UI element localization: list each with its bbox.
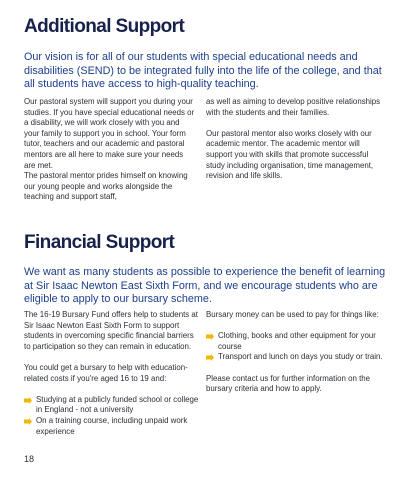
bursary-fund-paragraph: The 16-19 Bursary Fund offers help to students at Sir Isaac Newton East Sixth Form to support students in overcoming specific financial barriers to participation so they can remain in education. [24, 310, 198, 351]
additional-right-paragraph: Our pastoral mentor also works closely with our academic mentor. The academic mentor will support you with skills that promote successful study including organisation, time management, revision and life skills. [206, 128, 374, 181]
arrow-bullet-icon [24, 397, 32, 404]
financial-support-lead: We want as many students as possible to experience the benefit of learning at Sir Isaac Newton East Sixth Form, and we encourage students who are eligible to apply to our bursary scheme. [24, 266, 386, 306]
bursary-criteria-paragraph: You could get a bursary to help with education-related costs if you're aged 16 to 19 and: [24, 362, 188, 383]
list-item [206, 331, 386, 352]
financial-support-title: Financial Support [24, 232, 175, 253]
list-item [24, 416, 200, 437]
list-item [24, 395, 200, 416]
additional-right-column [206, 97, 382, 182]
list-item-text: Studying at a publicly funded school or college in England - not a university [36, 394, 199, 415]
arrow-bullet-icon [206, 354, 214, 361]
bursary-uses-intro: Bursary money can be used to pay for things like: [206, 310, 379, 319]
financial-right-column [206, 310, 386, 395]
list-item-text: Clothing, books and other equipment for your course [218, 331, 376, 351]
list-item-text: Transport and lunch on days you study or train. [218, 352, 383, 362]
additional-left-column [24, 97, 196, 203]
financial-left-column [24, 310, 200, 437]
list-item-text: On a training course, including unpaid work experience [36, 415, 188, 436]
list-item [206, 352, 386, 363]
additional-left-paragraph: Our pastoral system will support you during your studies. If you have special educational needs or a disability, we will work closely with you and your family to support you in school. Your form tutor, teachers and our academic and pastoral mentors are all here to make sure your needs are met. [24, 97, 195, 170]
additional-support-title: Additional Support [24, 16, 185, 37]
additional-support-lead: Our vision is for all of our students with special educational needs and disabilities (SEND) to be integrated fully into the life of the college, and that all students have access to high-quality teaching. [24, 51, 382, 91]
arrow-bullet-icon [24, 418, 32, 425]
contact-paragraph: Please contact us for further information on the bursary criteria and how to apply. [206, 373, 371, 394]
arrow-bullet-icon [206, 333, 214, 340]
additional-right-paragraph: as well as aiming to develop positive relationships with the students and their families. [206, 97, 381, 117]
page-number: 18 [24, 454, 35, 464]
additional-left-paragraph: The pastoral mentor prides himself on knowing our young people and works alongside the teaching and support staff, [24, 171, 188, 202]
